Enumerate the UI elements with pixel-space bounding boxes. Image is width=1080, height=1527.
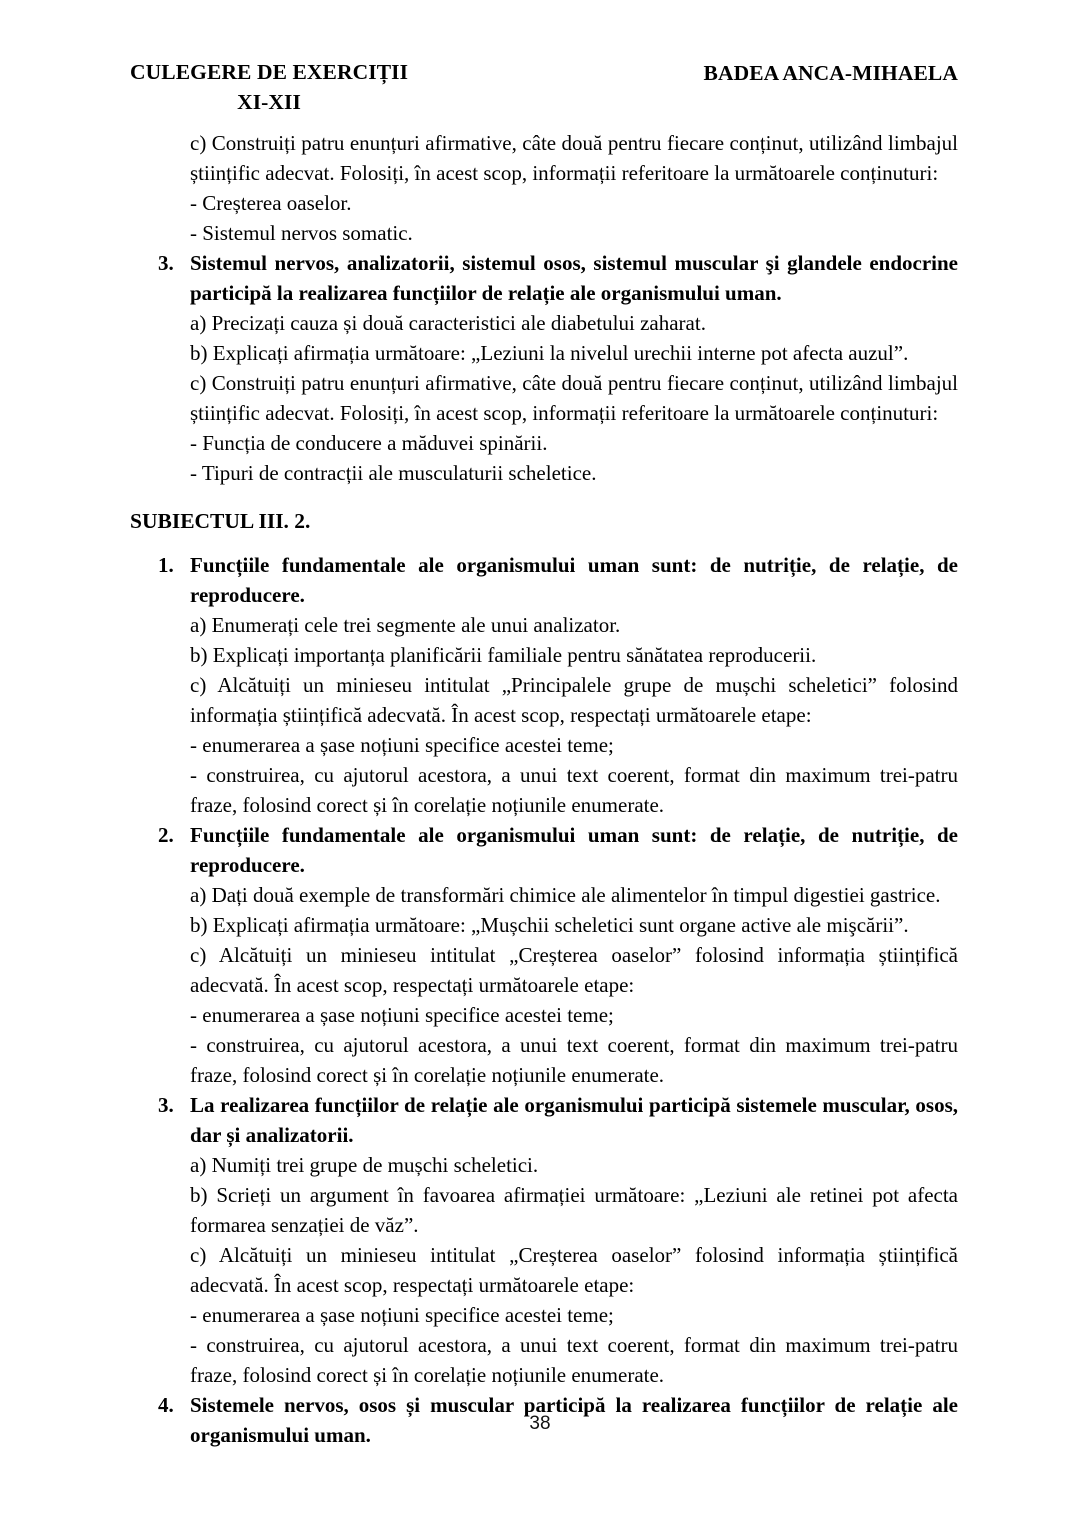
- item3-bullet-1: - enumerarea a șase noțiuni specifice acestei teme;: [190, 1303, 614, 1327]
- list-item-number: 1.: [158, 553, 174, 577]
- header-title-line2: XI-XII: [237, 90, 301, 114]
- carryover-bullet-2: - Sistemul nervos somatic.: [190, 221, 413, 245]
- item1-bullet-2: - construirea, cu ajutorul acestora, a unui text coerent, format din maximum trei-patru fraze, folosind corect și în corelație noțiunile enumerate.: [190, 763, 958, 817]
- item3-point-c: c) Alcătuiți un minieseu intitulat „Creșterea oaselor” folosind informația științifică adecvată. În acest scop, respectați următoarele etape:: [190, 1243, 958, 1297]
- item3-point-a: a) Numiți trei grupe de mușchi scheletici.: [190, 1153, 539, 1177]
- prev-item3-point-b: b) Explicați afirmația următoare: „Leziuni la nivelul urechii interne pot afecta auzul”.: [190, 341, 909, 365]
- item1-bullet-1: - enumerarea a șase noțiuni specifice acestei teme;: [190, 733, 614, 757]
- item3-bullet-2: - construirea, cu ajutorul acestora, a unui text coerent, format din maximum trei-patru fraze, folosind corect și în corelație noțiunile enumerate.: [190, 1333, 958, 1387]
- list-item-statement: Sistemul nervos, analizatorii, sistemul osos, sistemul muscular şi glandele endocrine participă la realizarea funcțiilor de relație ale organismului uman.: [190, 251, 958, 305]
- carryover-point-c: c) Construiți patru enunțuri afirmative, câte două pentru fiecare conținut, utilizând limbajul științific adecvat. Folosiți, în acest scop, informații referitoare la următoarele conținuturi:: [190, 131, 958, 185]
- item2-point-b: b) Explicați afirmația următoare: „Mușchii scheletici sunt organe active ale mişcării”.: [190, 913, 909, 937]
- header-author: BADEA ANCA-MIHAELA: [703, 61, 958, 85]
- section-heading: SUBIECTUL III. 2.: [130, 509, 311, 533]
- list-item-number: 4.: [158, 1393, 174, 1417]
- list-item-number: 3.: [158, 251, 174, 275]
- list-item-3: [158, 1090, 958, 1150]
- list-item-1: [158, 550, 958, 610]
- list-item-statement: La realizarea funcțiilor de relație ale organismului participă sistemele muscular, osos, dar și analizatorii.: [190, 1093, 958, 1147]
- prev-item3-bullet-2: - Tipuri de contracții ale musculaturii scheletice.: [190, 461, 597, 485]
- prev-item3-bullet-1: - Funcția de conducere a măduvei spinării.: [190, 431, 548, 455]
- carryover-bullet-1: - Creșterea oaselor.: [190, 191, 352, 215]
- item1-point-a: a) Enumerați cele trei segmente ale unui analizator.: [190, 613, 621, 637]
- list-item-statement: Funcțiile fundamentale ale organismului uman sunt: de nutriție, de relație, de reproducere.: [190, 553, 958, 607]
- item2-bullet-1: - enumerarea a șase noțiuni specifice acestei teme;: [190, 1003, 614, 1027]
- item2-bullet-2: - construirea, cu ajutorul acestora, a unui text coerent, format din maximum trei-patru fraze, folosind corect și în corelație noțiunile enumerate.: [190, 1033, 958, 1087]
- list-item-number: 2.: [158, 823, 174, 847]
- prev-item3-point-c: c) Construiți patru enunțuri afirmative, câte două pentru fiecare conținut, utilizând limbajul științific adecvat. Folosiți, în acest scop, informații referitoare la următoarele conținuturi:: [190, 371, 958, 425]
- item1-point-c: c) Alcătuiți un minieseu intitulat „Principalele grupe de mușchi scheletici” folosind informația științifică adecvată. În acest scop, respectați următoarele etape:: [190, 673, 958, 727]
- item2-point-c: c) Alcătuiți un minieseu intitulat „Creșterea oaselor” folosind informația științifică adecvată. În acest scop, respectați următoarele etape:: [190, 943, 958, 997]
- page-number: 38: [529, 1413, 551, 1434]
- list-item-number: 3.: [158, 1093, 174, 1117]
- prev-item3-point-a: a) Precizați cauza și două caracteristici ale diabetului zaharat.: [190, 311, 706, 335]
- list-item-3-prev: [158, 248, 958, 308]
- item2-point-a: a) Dați două exemple de transformări chimice ale alimentelor în timpul digestiei gastrice.: [190, 883, 941, 907]
- list-item-statement: Sistemele nervos, osos și muscular participă la realizarea funcțiilor de relație ale organismului uman.: [190, 1393, 958, 1447]
- running-header: [130, 60, 958, 115]
- list-item-statement: Funcțiile fundamentale ale organismului uman sunt: de relație, de nutriție, de reproducere.: [190, 823, 958, 877]
- header-title-block: [130, 60, 408, 115]
- item3-point-b: b) Scrieți un argument în favoarea afirmației următoare: „Leziuni ale retinei pot afecta formarea senzației de văz”.: [190, 1183, 958, 1237]
- list-item-2: [158, 820, 958, 880]
- item1-point-b: b) Explicați importanța planificării familiale pentru sănătatea reproducerii.: [190, 643, 817, 667]
- header-title-line1: CULEGERE DE EXERCIȚII: [130, 60, 409, 84]
- page-body: [130, 128, 958, 1450]
